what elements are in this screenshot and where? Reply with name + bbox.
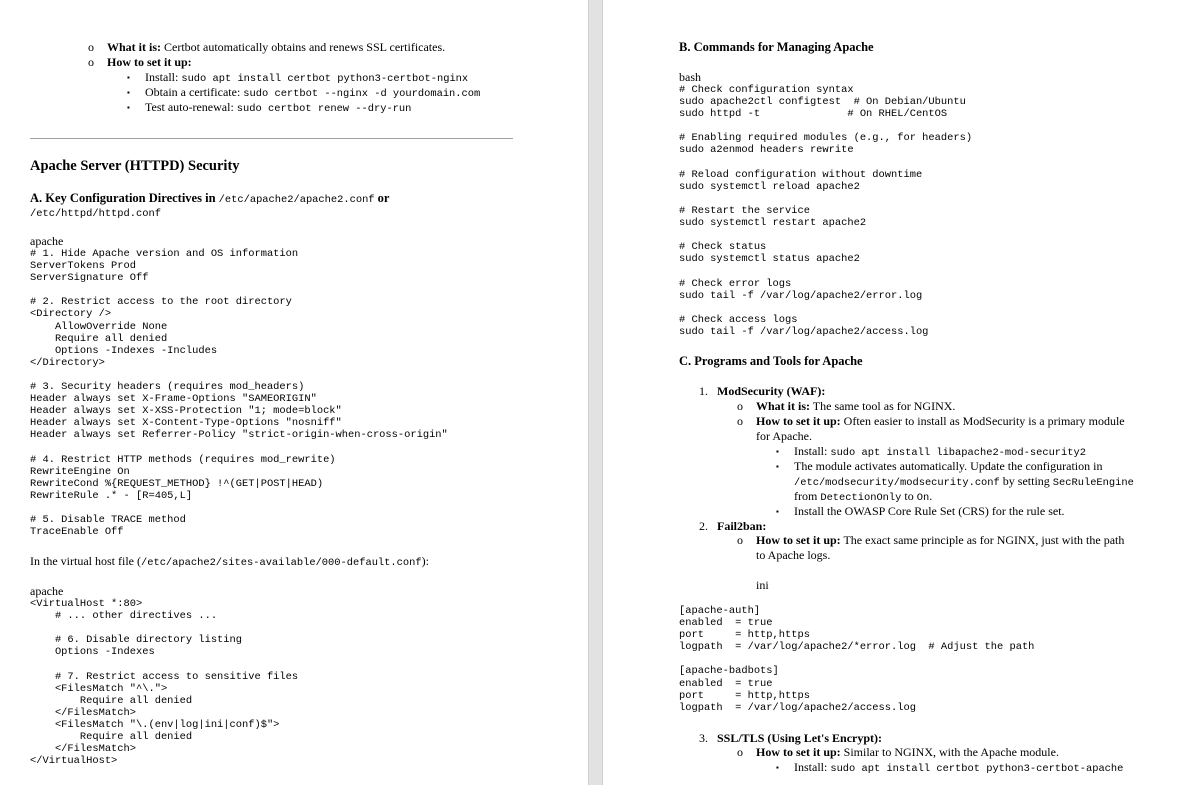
ssl-install: Install: sudo apt install certbot python3-certbot-apache [794, 760, 1124, 775]
code-line: port = http,https [679, 629, 810, 642]
bullet-circle: o [737, 399, 743, 413]
fail2ban-config-code [679, 605, 1034, 714]
code-line: sudo apache2ctl configtest # On Debian/Ubuntu [679, 96, 966, 109]
code-line: <FilesMatch "\.(env|log|ini|conf)$"> [30, 718, 280, 731]
code-line: <FilesMatch "^\."> [30, 682, 168, 695]
modsecurity-title: ModSecurity (WAF): [717, 384, 826, 398]
code-line [679, 265, 972, 277]
code-line: TraceEnable Off [30, 526, 124, 539]
code-line: </FilesMatch> [30, 706, 137, 719]
code-line: Require all denied [30, 731, 193, 744]
code-line: # Check status [679, 241, 767, 254]
code-line: [apache-auth] [679, 605, 761, 617]
code-line: logpath = /var/log/apache2/access.log [679, 701, 916, 714]
code-line: # 7. Restrict access to sensitive files [30, 670, 299, 683]
code-line: enabled = true [679, 677, 773, 690]
modsecurity-activate: The module activates automatically. Update the configuration in [794, 459, 1103, 473]
code-line: sudo tail -f /var/log/apache2/error.log [679, 289, 923, 302]
modsecurity-how-cont: for Apache. [756, 429, 812, 443]
ssl-how: How to set it up: Similar to NGINX, with the Apache module. [756, 745, 1059, 759]
bullet-circle: o [737, 745, 743, 759]
bullet-square: ▪ [776, 763, 779, 772]
code-line: sudo tail -f /var/log/apache2/access.log [679, 325, 929, 338]
code-line: # 4. Restrict HTTP methods (requires mod_rewrite) [30, 453, 336, 466]
code-line: # Check access logs [679, 313, 798, 326]
modsecurity-activate-cont: /etc/modsecurity/modsecurity.conf by setting SecRuleEngine [794, 474, 1134, 489]
code-line: logpath = /var/log/apache2/*error.log # Adjust the path [679, 641, 1035, 654]
code-line: # Check configuration syntax [679, 84, 854, 96]
bullet-square: ▪ [776, 507, 779, 516]
code-line: RewriteRule .* - [R=405,L] [30, 489, 193, 502]
certbot-how: How to set it up: [107, 55, 192, 69]
code-line: enabled = true [679, 617, 773, 630]
code-line: # 2. Restrict access to the root directory [30, 296, 292, 309]
code-line: RewriteCond %{REQUEST_METHOD} !^(GET|POST|HEAD) [30, 477, 324, 490]
modsecurity-what: What it is: The same tool as for NGINX. [756, 399, 956, 413]
code-line: ServerSignature Off [30, 272, 149, 285]
code-line: port = http,https [679, 689, 810, 702]
page-gutter [588, 0, 603, 785]
code-line: # 5. Disable TRACE method [30, 514, 186, 527]
bullet-square: ▪ [776, 462, 779, 471]
code-line: sudo httpd -t # On RHEL/CentOS [679, 108, 948, 121]
code-line [30, 622, 298, 634]
apache-commands-code [679, 84, 972, 338]
code-line [679, 229, 972, 241]
apache-config-code [30, 248, 448, 538]
code-line: </VirtualHost> [30, 755, 118, 768]
code-line: RewriteEngine On [30, 465, 130, 478]
certbot-what: What it is: Certbot automatically obtains and renews SSL certificates. [107, 40, 446, 54]
code-line: # ... other directives ... [30, 610, 218, 623]
section-b-heading: B. Commands for Managing Apache [679, 40, 874, 54]
certbot-test: Test auto-renewal: sudo certbot renew --dry-run [145, 100, 412, 115]
code-line: ServerTokens Prod [30, 260, 137, 273]
section-a-heading-cont: /etc/httpd/httpd.conf [30, 208, 161, 220]
section-a-heading: A. Key Configuration Directives in /etc/apache2/apache2.conf or [30, 191, 390, 206]
code-line: sudo systemctl restart apache2 [679, 217, 867, 230]
bullet-circle: o [88, 55, 94, 69]
bullet-square: ▪ [127, 88, 130, 97]
code-line: # Check error logs [679, 277, 792, 290]
horizontal-divider [30, 138, 513, 139]
code-line: Require all denied [30, 332, 168, 345]
code-line: sudo systemctl status apache2 [679, 253, 860, 266]
code-line: [apache-badbots] [679, 665, 779, 678]
list-number: 2. [699, 519, 708, 533]
code-lang-label: apache [30, 234, 64, 248]
left-page [0, 0, 588, 785]
bullet-square: ▪ [127, 103, 130, 112]
vhost-intro: In the virtual host file (/etc/apache2/sites-available/000-default.conf): [30, 554, 429, 569]
code-line [30, 284, 448, 296]
apache-title: Apache Server (HTTPD) Security [30, 158, 240, 174]
code-line: sudo a2enmod headers rewrite [679, 144, 854, 157]
code-line: # Reload configuration without downtime [679, 168, 923, 181]
code-line [679, 157, 972, 169]
code-line: Header always set X-XSS-Protection "1; mode=block" [30, 405, 342, 418]
code-line: </FilesMatch> [30, 743, 137, 756]
fail2ban-title: Fail2ban: [717, 519, 767, 533]
ssl-title: SSL/TLS (Using Let's Encrypt): [717, 731, 883, 745]
code-line: Options -Indexes [30, 646, 155, 659]
modsecurity-crs: Install the OWASP Core Rule Set (CRS) for the rule set. [794, 504, 1065, 518]
code-line: sudo systemctl reload apache2 [679, 180, 860, 193]
code-line: AllowOverride None [30, 320, 168, 333]
code-line: <VirtualHost *:80> [30, 598, 143, 610]
bullet-square: ▪ [776, 447, 779, 456]
code-line [30, 502, 448, 514]
list-number: 3. [699, 731, 708, 745]
code-line: # 6. Disable directory listing [30, 634, 243, 647]
code-line [679, 653, 1034, 665]
code-line [679, 120, 972, 132]
list-number: 1. [699, 384, 708, 398]
code-lang-label: ini [756, 578, 769, 592]
vhost-config-code [30, 598, 298, 767]
code-lang-label: apache [30, 584, 64, 598]
code-line: Header always set X-Frame-Options "SAMEORIGIN" [30, 393, 317, 406]
code-line: # Enabling required modules (e.g., for headers) [679, 132, 973, 145]
modsecurity-install: Install: sudo apt install libapache2-mod-security2 [794, 444, 1086, 459]
code-line [30, 442, 448, 454]
bullet-square: ▪ [127, 73, 130, 82]
fail2ban-how-cont: to Apache logs. [756, 548, 831, 562]
certbot-install: Install: sudo apt install certbot python3-certbot-nginx [145, 70, 469, 85]
fail2ban-how: How to set it up: The exact same principle as for NGINX, just with the path [756, 533, 1125, 547]
certbot-obtain: Obtain a certificate: sudo certbot --nginx -d yourdomain.com [145, 85, 481, 100]
bullet-circle: o [737, 533, 743, 547]
code-line: # Restart the service [679, 204, 810, 217]
code-line: # 1. Hide Apache version and OS information [30, 248, 299, 260]
bullet-circle: o [88, 40, 94, 54]
code-line: Options -Indexes -Includes [30, 344, 218, 357]
right-page [603, 0, 1191, 785]
code-line: </Directory> [30, 356, 105, 369]
code-line [679, 302, 972, 314]
modsecurity-activate-cont2: from DetectionOnly to On. [794, 489, 933, 504]
bullet-circle: o [737, 414, 743, 428]
code-line: Header always set X-Content-Type-Options "nosniff" [30, 417, 342, 430]
code-line: # 3. Security headers (requires mod_headers) [30, 381, 305, 394]
code-line [679, 193, 972, 205]
code-lang-label: bash [679, 70, 701, 84]
code-line: <Directory /> [30, 308, 112, 321]
code-line [30, 658, 298, 670]
code-line: Require all denied [30, 694, 193, 707]
modsecurity-how: How to set it up: Often easier to install as ModSecurity is a primary module [756, 414, 1125, 428]
code-line: Header always set Referrer-Policy "strict-origin-when-cross-origin" [30, 429, 448, 442]
code-line [30, 369, 448, 381]
section-c-heading: C. Programs and Tools for Apache [679, 354, 863, 368]
